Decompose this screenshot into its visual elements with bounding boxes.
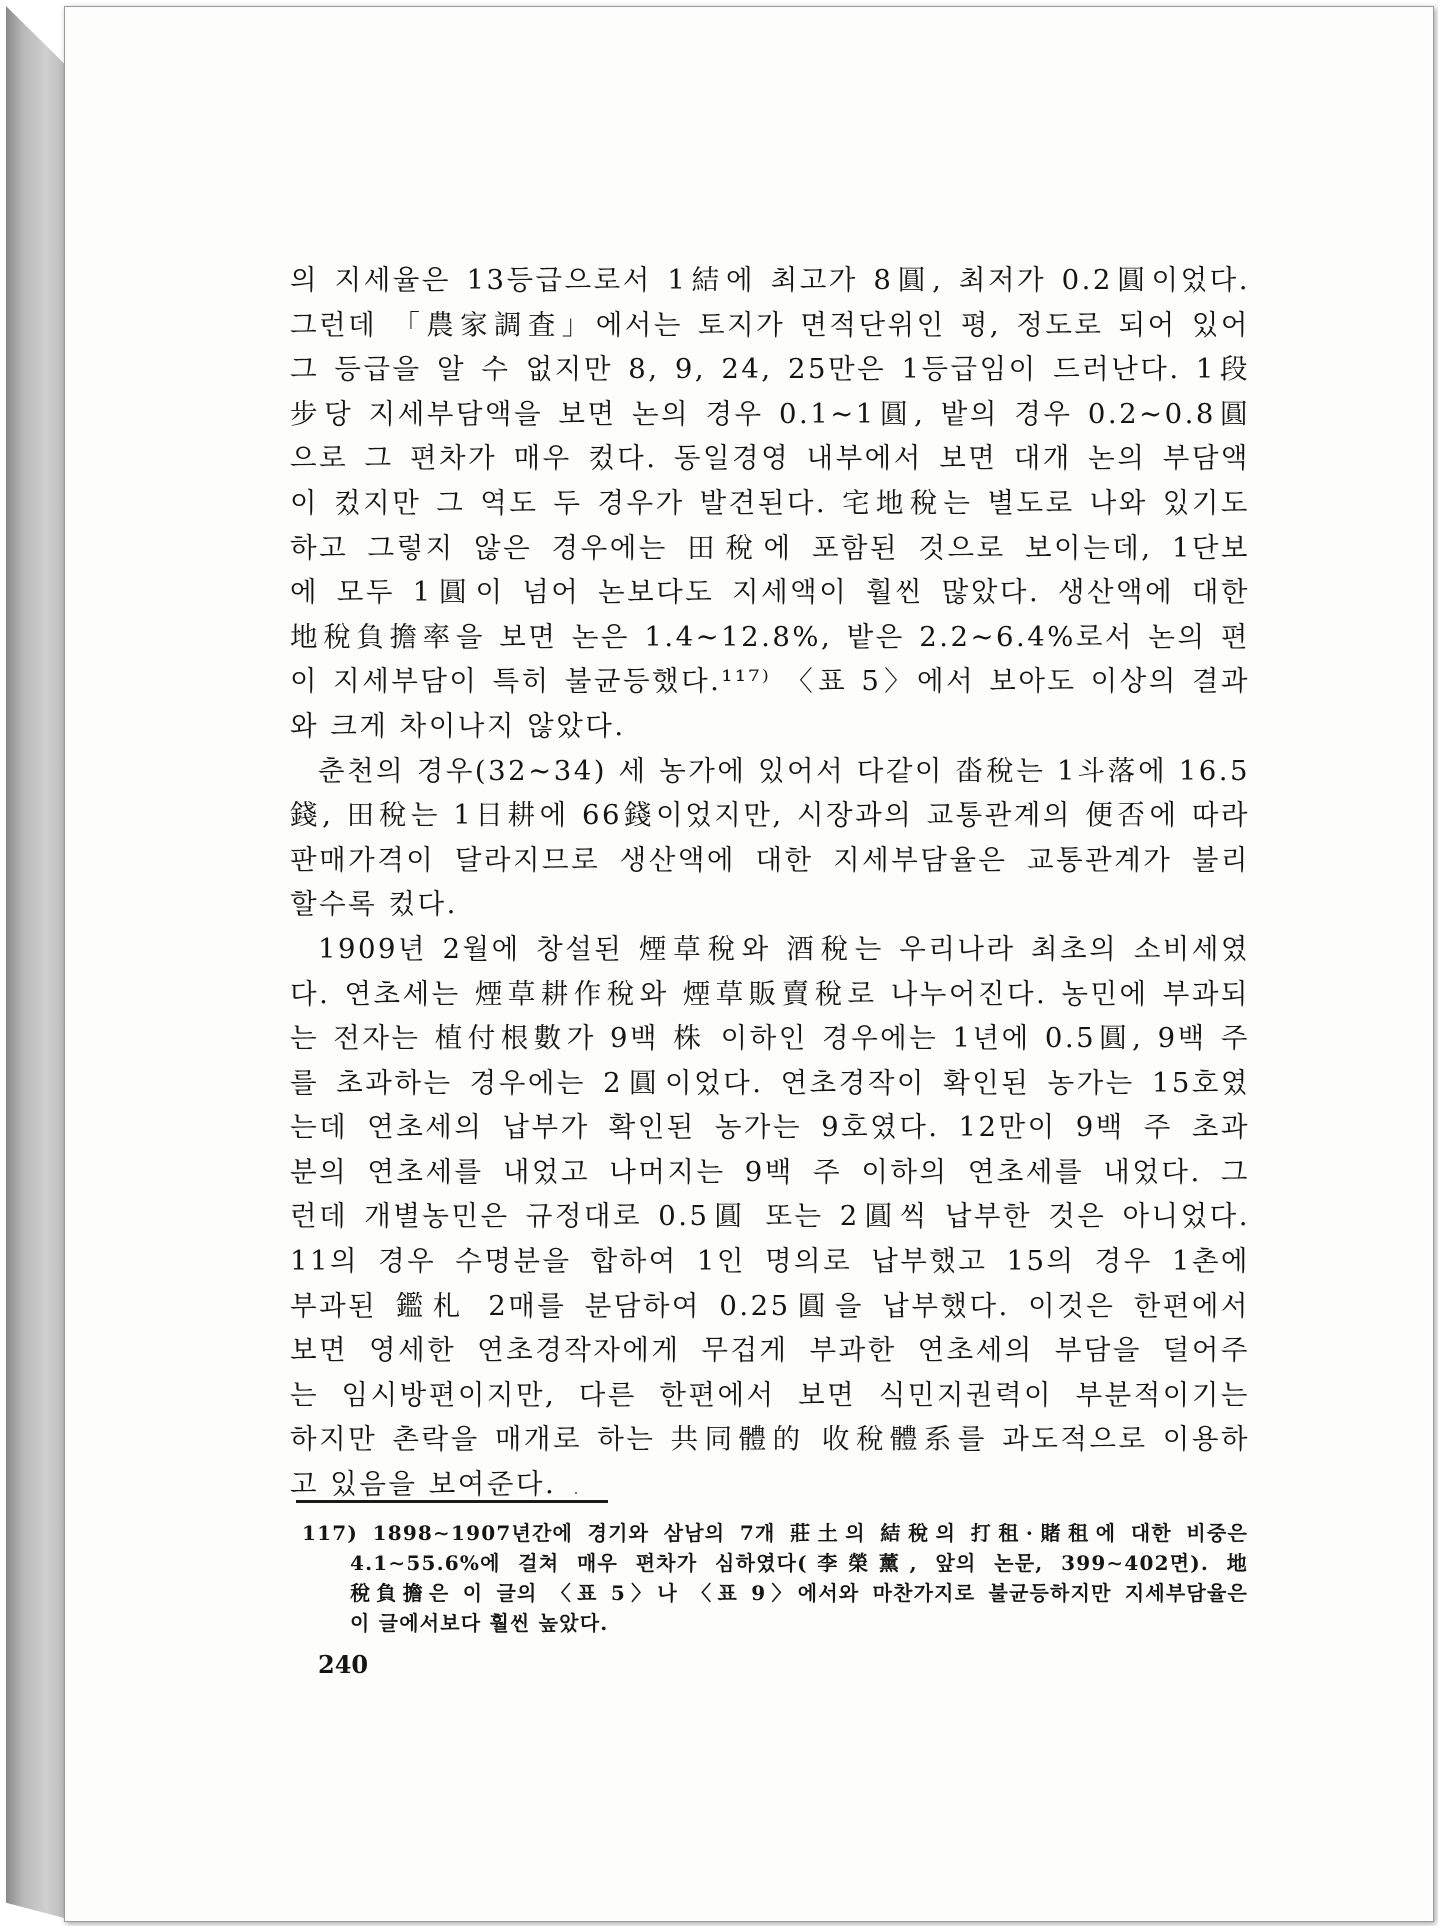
text-line: 錢, 田稅는 1日耕에 66錢이었지만, 시장과의 교통관계의 便否에 따라 xyxy=(290,799,1250,832)
text-line: 보면 영세한 연초경작자에게 무겁게 부과한 연초세의 부담을 덜어주 xyxy=(290,1334,1250,1367)
book-spine xyxy=(6,6,64,1918)
text-line: 를 초과하는 경우에는 2圓이었다. 연초경작이 확인된 농가는 15호였 xyxy=(290,1066,1250,1099)
text-line: 는데 연초세의 납부가 확인된 농가는 9호였다. 12만이 9백 주 초과 xyxy=(290,1111,1250,1144)
text-line: 부과된 鑑札 2매를 분담하여 0.25圓을 납부했다. 이것은 한편에서 xyxy=(290,1289,1250,1322)
text-line: 그런데 「農家調査」에서는 토지가 면적단위인 평, 정도로 되어 있어 xyxy=(290,308,1250,341)
footnote-divider xyxy=(296,1500,608,1503)
footnote-line: 이 글에서보다 훨씬 높았다. xyxy=(350,1611,609,1635)
text-line: 의 지세율은 13등급으로서 1結에 최고가 8圓, 최저가 0.2圓이었다. xyxy=(290,264,1250,296)
text-line: 할수록 컸다. xyxy=(290,888,458,921)
text-line: 地稅負擔率을 보면 논은 1.4∼12.8%, 밭은 2.2∼6.4%로서 논의 편 xyxy=(290,620,1250,653)
text-line: 판매가격이 달라지므로 생산액에 대한 지세부담율은 교통관계가 불리 xyxy=(290,843,1250,876)
text-line: 步당 지세부담액을 보면 논의 경우 0.1∼1圓, 밭의 경우 0.2∼0.8圓 xyxy=(290,397,1250,430)
text-line: 11의 경우 수명분을 합하여 1인 명의로 납부했고 15의 경우 1촌에 xyxy=(290,1245,1250,1278)
paragraph-1 xyxy=(290,258,1250,749)
text-line: 하고 그렇지 않은 경우에는 田稅에 포함된 것으로 보이는데, 1단보 xyxy=(290,531,1250,564)
text-line: 고 있음을 보여준다. xyxy=(290,1468,557,1501)
body-text xyxy=(290,258,1250,1507)
text-line: 1909년 2월에 창설된 煙草稅와 酒稅는 우리나라 최초의 소비세였 xyxy=(318,932,1250,965)
text-line: 는 임시방편이지만, 다른 한편에서 보면 식민지권력이 부분적이기는 xyxy=(290,1378,1250,1411)
text-line: 이 지세부담이 특히 불균등했다.¹¹⁷⁾ 〈표 5〉에서 보아도 이상의 결과 xyxy=(290,665,1250,698)
text-line: 그 등급을 알 수 없지만 8, 9, 24, 25만은 1등급임이 드러난다. 1段 xyxy=(290,353,1250,386)
paragraph-3 xyxy=(290,927,1250,1507)
text-line: 춘천의 경우(32∼34) 세 농가에 있어서 다같이 畓稅는 1斗落에 16.5 xyxy=(318,754,1250,787)
text-line: 런데 개별농민은 규정대로 0.5圓 또는 2圓씩 납부한 것은 아니었다. xyxy=(290,1200,1250,1233)
text-line: 하지만 촌락을 매개로 하는 共同體的 收稅體系를 과도적으로 이용하 xyxy=(290,1423,1250,1456)
page-number: 240 xyxy=(318,1650,369,1679)
scan-speck xyxy=(575,1492,577,1494)
text-line: 다. 연초세는 煙草耕作稅와 煙草販賣稅로 나누어진다. 농민에 부과되 xyxy=(290,977,1250,1010)
text-line: 에 모두 1圓이 넘어 논보다도 지세액이 훨씬 많았다. 생산액에 대한 xyxy=(290,576,1250,609)
footnote-line: 4.1∼55.6%에 걸쳐 매우 편차가 심하였다(李榮薰, 앞의 논문, 399∼402면). 地 xyxy=(350,1551,1248,1575)
paragraph-2 xyxy=(290,749,1250,927)
text-line: 와 크게 차이나지 않았다. xyxy=(290,709,626,742)
footnote-line: 117) 1898∼1907년간에 경기와 삼남의 7개 莊土의 結稅의 打租·賭租에 대한 비중은 xyxy=(302,1521,1248,1545)
text-line: 분의 연초세를 내었고 나머지는 9백 주 이하의 연초세를 내었다. 그 xyxy=(290,1155,1250,1188)
footnote-line: 稅負擔은 이 글의 〈표 5〉나 〈표 9〉에서와 마찬가지로 불균등하지만 지세부담율은 xyxy=(350,1581,1248,1605)
footnote xyxy=(302,1518,1248,1638)
text-line: 는 전자는 植付根數가 9백 株 이하인 경우에는 1년에 0.5圓, 9백 주 xyxy=(290,1022,1250,1055)
text-line: 이 컸지만 그 역도 두 경우가 발견된다. 宅地稅는 별도로 나와 있기도 xyxy=(290,486,1250,519)
text-line: 으로 그 편차가 매우 컸다. 동일경영 내부에서 보면 대개 논의 부담액 xyxy=(290,442,1250,475)
